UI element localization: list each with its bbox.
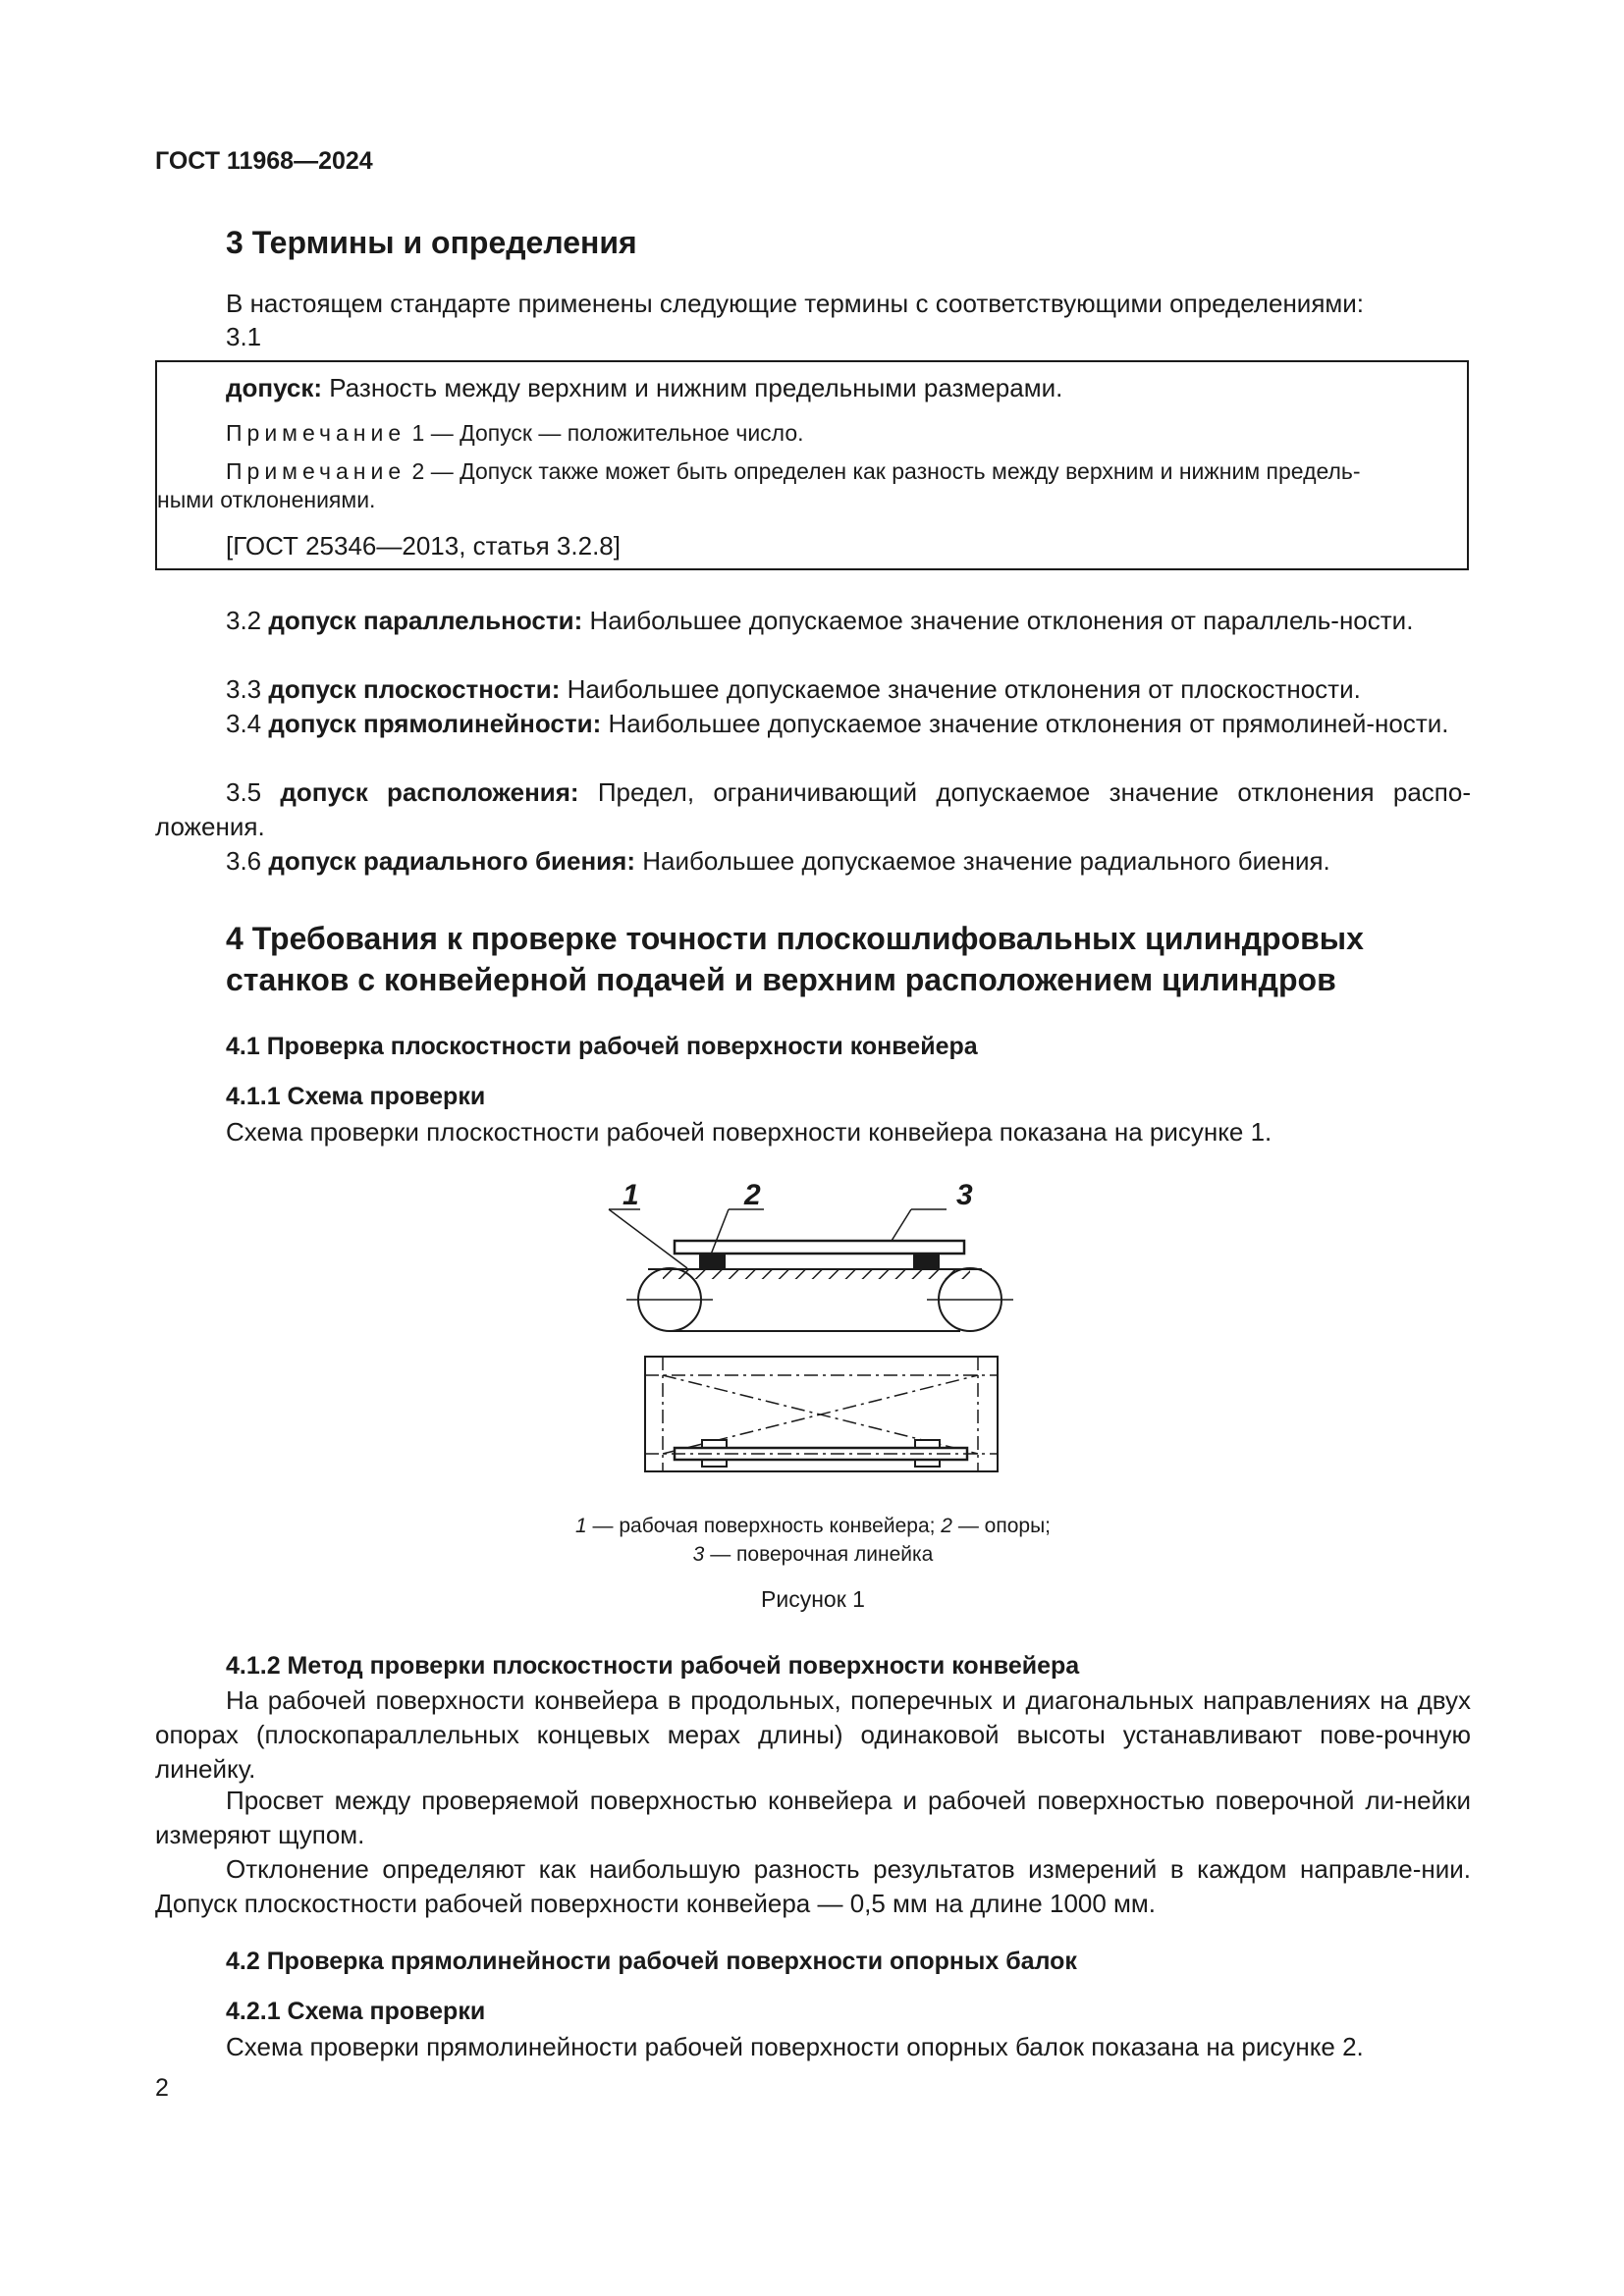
section-4-1-1-text: Схема проверки плоскостности рабочей поверхности конвейера показана на рисунке 1. [226,1117,1272,1147]
legend-number-1: 1 [575,1515,587,1537]
section-4-1-title: 4.1 Проверка плоскостности рабочей поверхности конвейера [226,1033,978,1060]
legend-text-1: — рабочая поверхность конвейера; [586,1515,942,1537]
label-1-leader [609,1209,687,1268]
label-3-leader [892,1209,911,1241]
note-2-text-line-1: 2 — Допуск также может быть определен как разность между верхним и нижним предель- [411,458,1361,484]
section-4-title-line-2: станков с конвейерной подачей и верхним расположением цилиндров [226,962,1336,997]
term-3-5-definition: Предел, ограничивающий допускаемое значение отклонения распо-ложения. [155,777,1471,841]
legend-number-2: 2 [941,1515,952,1537]
figure-label-3: 3 [956,1179,973,1211]
section-4-2-1-text: Схема проверки прямолинейности рабочей поверхности опорных балок показана на рисунке 2. [226,2032,1364,2061]
note-2-text-line-2: ными отклонениями. [157,487,376,512]
section-4-2-1-title: 4.2.1 Схема проверки [226,1998,486,2025]
term-3-6-term: допуск радиального биения: [268,846,635,876]
section-3-title: 3 Термины и определения [226,225,637,260]
legend-text-2: — опоры; [951,1515,1051,1537]
figure-label-2: 2 [744,1179,761,1211]
term-3-2-definition: Наибольшее допускаемое значение отклонения от параллель-ности. [589,606,1414,635]
note-1-text: 1 — Допуск — положительное число. [411,420,804,446]
term-3-1-line [226,371,1062,405]
note-2-label: Примечание [226,458,406,484]
section-4-1-2-paragraph-2: Просвет между проверяемой поверхностью конвейера и рабочей поверхностью поверочной ли-нейки измеряют щупом. [155,1786,1471,1849]
term-3-4-definition: Наибольшее допускаемое значение отклонения от прямолиней-ности. [608,709,1449,738]
term-3-3-definition: Наибольшее допускаемое значение отклонения от плоскостности. [567,674,1361,704]
figure-1-title: Рисунок 1 [761,1586,865,1612]
term-3-5-number: 3.5 [226,777,262,807]
page-number: 2 [155,2074,169,2102]
figure-1-legend-line-1 [155,1512,1471,1541]
section-4-1-1-title: 4.1.1 Схема проверки [226,1083,486,1110]
term-3-6-definition: Наибольшее допускаемое значение радиального биения. [642,846,1330,876]
figure-label-1: 1 [623,1179,639,1211]
figure-1-side-view [609,1179,1013,1331]
term-3-3 [155,672,1471,707]
figure-1-diagram [589,1168,1041,1492]
term-3-6 [155,844,1471,879]
term-3-4-number: 3.4 [226,709,262,738]
term-3-1-note-1 [226,418,804,448]
section-4-1-2-paragraph-3: Отклонение определяют как наибольшую разность результатов измерений в каждом направле-нии. Допуск плоскостности рабочей поверхности конвейера — 0,5 мм на длине 1000 мм. [155,1854,1471,1918]
term-3-3-term: допуск плоскостности: [268,674,561,704]
legend-number-3: 3 [692,1543,705,1566]
term-3-5-term: допуск расположения: [280,777,579,807]
section-4-2-title: 4.2 Проверка прямолинейности рабочей поверхности опорных балок [226,1948,1077,1975]
term-3-3-number: 3.3 [226,674,262,704]
term-3-1-source: [ГОСТ 25346—2013, статья 3.2.8] [226,531,621,561]
term-3-2-number: 3.2 [226,606,262,635]
figure-1-legend-line-2 [155,1540,1471,1570]
section-4-title-line-1: 4 Требования к проверке точности плоскошлифовальных цилиндровых [226,921,1364,956]
term-3-1-definition: Разность между верхним и нижним предельными размерами. [329,373,1063,402]
document-code-header: ГОСТ 11968—2024 [155,147,373,175]
left-support-block [699,1254,726,1269]
term-3-1-term: допуск: [226,373,323,402]
section-3-intro: В настоящем стандарте применены следующие термины с соответствующими определениями: [226,289,1365,318]
note-1-label: Примечание [226,420,406,446]
conveyor-surface-hatching [663,1270,970,1279]
legend-text-3: — поверочная линейка [704,1543,934,1566]
term-3-1-box [155,360,1469,570]
term-3-2-term: допуск параллельности: [268,606,583,635]
term-3-5 [155,775,1471,844]
term-3-4-term: допуск прямолинейности: [268,709,602,738]
straightedge-ruler [675,1241,964,1254]
term-3-1-note-2 [226,456,1361,486]
section-4-1-2-title: 4.1.2 Метод проверки плоскостности рабочей поверхности конвейера [226,1652,1080,1680]
right-support-block [913,1254,940,1269]
term-3-4 [155,707,1471,741]
term-3-1-number: 3.1 [226,322,262,351]
section-4-1-2-paragraph-1: На рабочей поверхности конвейера в продольных, поперечных и диагональных направлениях на двух опорах (плоскопараллельных концевых мерах длины) одинаковой высоты устанавливают пове-рочную линейку. [155,1685,1471,1784]
figure-1-top-view [645,1357,998,1471]
term-3-2 [155,604,1471,638]
term-3-6-number: 3.6 [226,846,262,876]
